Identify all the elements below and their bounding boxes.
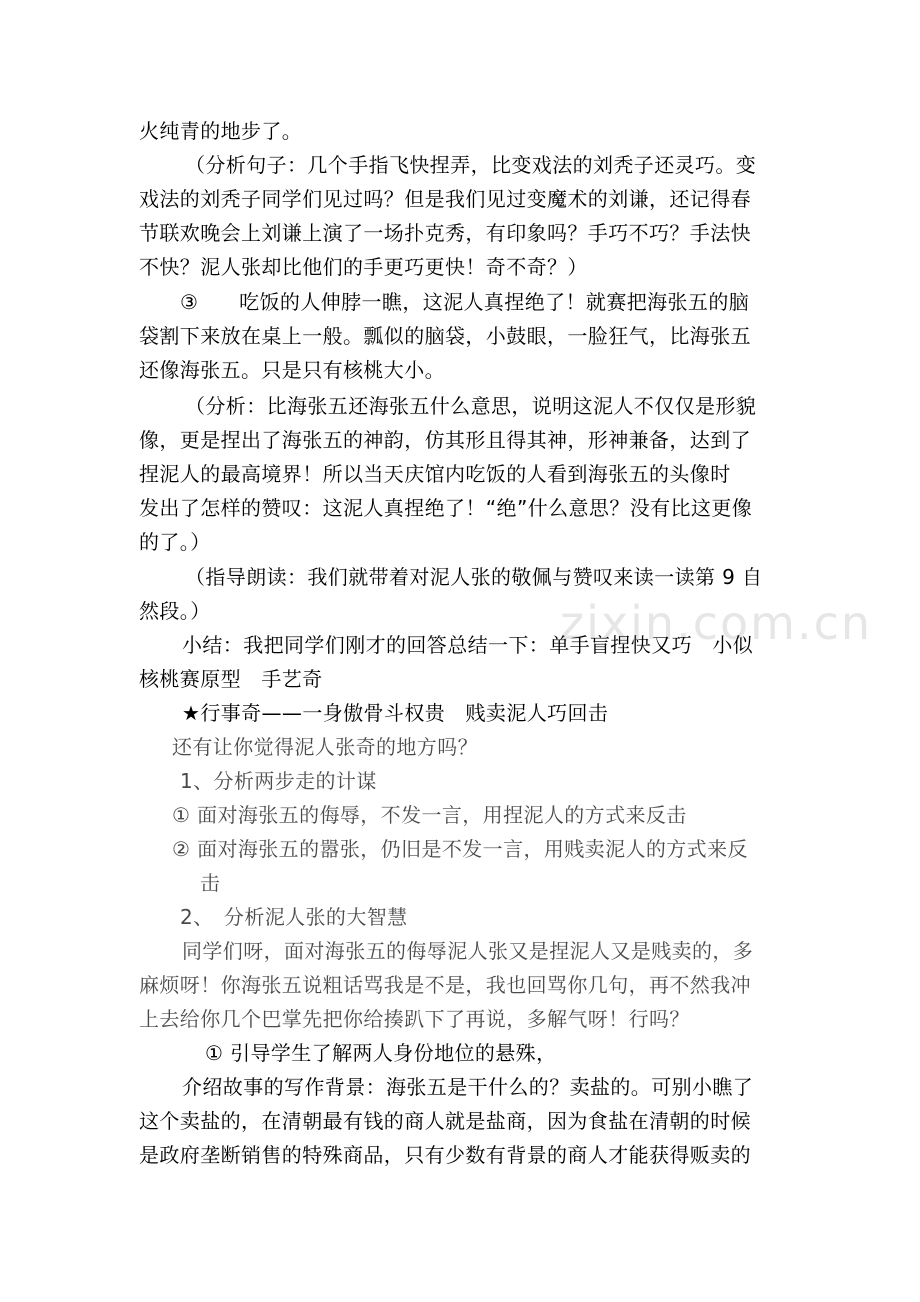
text-line: 同学们呀，面对海张五的侮辱泥人张又是捏泥人又是贱卖的，多 (182, 939, 754, 963)
text-line: 戏法的刘秃子同学们见过吗？但是我们见过变魔术的刘谦，还记得春 (139, 187, 751, 211)
text-line: 2、 分析泥人张的大智慧 (180, 905, 408, 929)
text-line: ★行事奇——一身傲骨斗权贵 贱卖泥人巧回击 (182, 701, 609, 725)
text-line: ① 引导学生了解两人身份地位的悬殊， (205, 1041, 557, 1065)
text-line: 像，更是捏出了海张五的神韵，仿其形且得其神，形神兼备，达到了 (139, 428, 751, 452)
text-line: 节联欢晚会上刘谦上演了一场扑克秀，有印象吗？手巧不巧？手法快 (139, 221, 751, 245)
text-line: （分析句子：几个手指飞快捏弄，比变戏法的刘秃子还灵巧。变 (185, 153, 757, 177)
text-line: 发出了怎样的赞叹：这泥人真捏绝了！“绝”什么意思？没有比这更像 (139, 496, 753, 520)
text-line: 的了。） (139, 530, 211, 554)
text-line: 捏泥人的最高境界！所以当天庆馆内吃饭的人看到海张五的头像时 (139, 462, 731, 486)
text-line: 是政府垄断销售的特殊商品，只有少数有背景的商人才能获得贩卖的 (139, 1143, 751, 1167)
text-line: ① 面对海张五的侮辱，不发一言，用捏泥人的方式来反击 (172, 803, 687, 827)
text-line: 还有让你觉得泥人张奇的地方吗？ (172, 735, 478, 759)
text-line: 火纯青的地步了。 (139, 119, 303, 143)
text-line: 麻烦呀！你海张五说粗话骂我是不是，我也回骂你几句，再不然我冲 (139, 973, 751, 997)
text-line: 袋割下来放在桌上一般。瓢似的脑袋，小鼓眼，一脸狂气，比海张五 (139, 324, 751, 348)
text-line: 还像海张五。只是只有核桃大小。 (139, 358, 445, 382)
text-line: ③ 吃饭的人伸脖一瞧，这泥人真捏绝了！就赛把海张五的脑 (180, 290, 750, 314)
text-line: 不快？泥人张却比他们的手更巧更快！奇不奇？） (139, 255, 588, 279)
text-line: ② 面对海张五的嚣张，仍旧是不发一言，用贱卖泥人的方式来反 (172, 837, 748, 861)
text-line: 击 (200, 871, 221, 895)
text-line: 小结：我把同学们刚才的回答总结一下：单手盲捏快又巧 小似 (182, 633, 754, 657)
text-line: （指导朗读：我们就带着对泥人张的敬佩与赞叹来读一读第 9 自 (185, 565, 763, 589)
text-line: 这个卖盐的，在清朝最有钱的商人就是盐商，因为食盐在清朝的时候 (139, 1109, 751, 1133)
text-line: 1、分析两步走的计谋 (180, 769, 377, 793)
text-line: 介绍故事的写作背景：海张五是干什么的？卖盐的。可别小瞧了 (182, 1075, 754, 1099)
watermark: zixin.com.cn (560, 596, 873, 650)
text-line: 上去给你几个巴掌先把你给揍趴下了再说，多解气呀！行吗？ (139, 1007, 690, 1031)
text-line: 然段。） (139, 599, 211, 623)
text-line: （分析：比海张五还海张五什么意思，说明这泥人不仅仅是形貌 (185, 394, 757, 418)
text-line: 核桃赛原型 手艺奇 (139, 667, 323, 691)
